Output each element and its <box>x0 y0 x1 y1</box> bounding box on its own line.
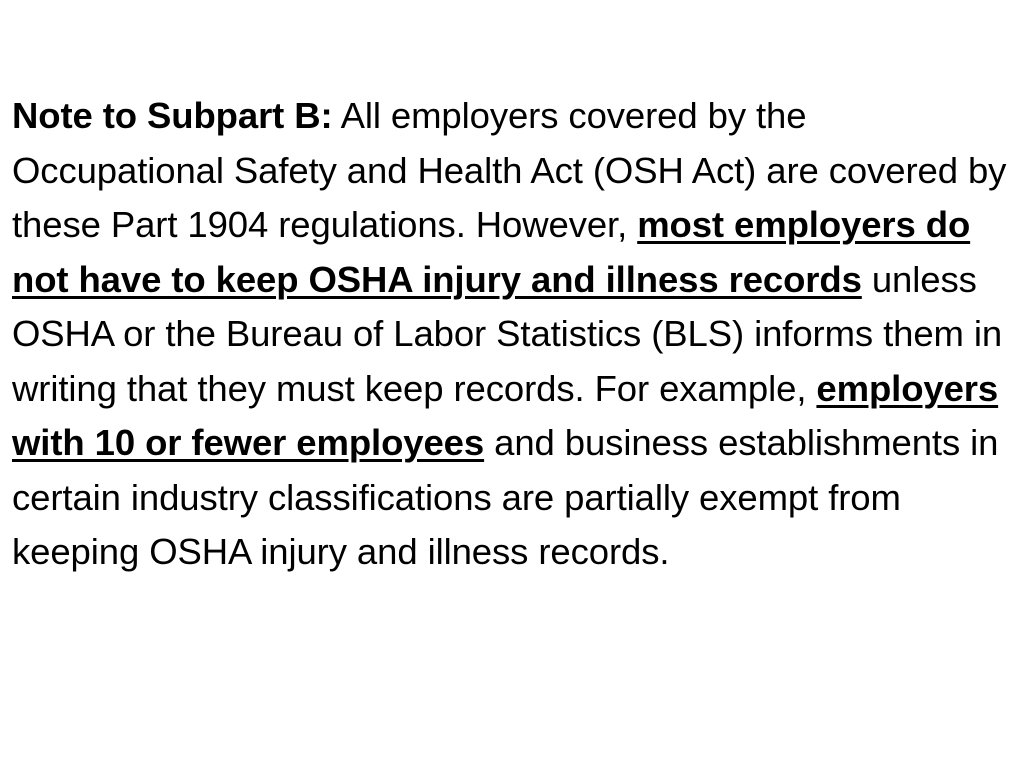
note-text-2: unless OSHA or the Bureau of Labor Statistics (BLS) informs them in writing that they must keep records. For example, <box>12 258 1003 409</box>
note-paragraph <box>12 89 1012 580</box>
note-text-3: and business establishments in certain industry classifications are partially exempt from keeping OSHA injury and illness records. <box>12 422 999 572</box>
record-keeping-emphasis: most employers do not have to keep OSHA injury and illness records <box>12 204 971 300</box>
small-employer-emphasis: employers with 10 or fewer employees <box>12 367 999 463</box>
note-heading: Note to Subpart B: <box>12 95 333 136</box>
note-text-1: All employers covered by the Occupational Safety and Health Act (OSH Act) are covered by these Part 1904 regulations. However, <box>12 95 1007 245</box>
